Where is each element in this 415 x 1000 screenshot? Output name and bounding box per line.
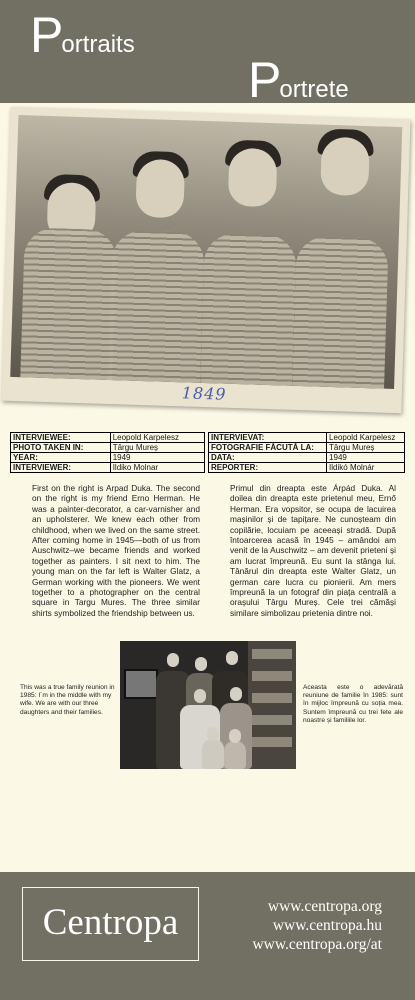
title-en-rest: ortraits — [61, 31, 135, 58]
info-label: PHOTO TAKEN IN: — [11, 443, 111, 453]
info-row — [11, 443, 205, 453]
story-english: First on the right is Arpad Duka. The second on the right is my friend Erno Herman. He was a painter-decorator, a car-varnisher and an upholsterer. We knew each other from childhood, when we lived on the same street. After coming home in 1945—both of us from Auschwitz–we became friends and worked together as painters. I sit next to him. The young man on the far left is Walter Glatz, a German working with the pioneers. We went together to a photographer on the central square in Targu Mures. The three similar shirts symbolized the friendship between us. — [32, 483, 200, 618]
info-table-english — [10, 432, 205, 473]
person-figure — [108, 140, 207, 383]
info-value: Leopold Karpelesz — [110, 433, 204, 443]
info-value: 1949 — [110, 453, 204, 463]
logo-text: Centropa — [42, 902, 179, 943]
title-english — [30, 7, 135, 63]
title-en-initial: P — [30, 7, 64, 63]
person-figure — [292, 128, 392, 389]
television — [124, 669, 158, 699]
main-portrait-photo — [1, 107, 410, 413]
bookshelf — [248, 641, 296, 769]
website-links — [222, 897, 382, 954]
info-value: Leopold Karpelesz — [327, 433, 405, 443]
title-ro-initial: P — [248, 52, 282, 108]
info-label: REPORTER: — [209, 463, 327, 473]
info-row — [11, 433, 205, 443]
caption-english: This was a true family reunion in 1985: I´m in the middle with my wife. We are with our three daughters and their families. — [20, 684, 115, 716]
info-value: 1949 — [327, 453, 405, 463]
portrait-image — [10, 115, 402, 389]
info-value: Ildikó Molnár — [327, 463, 405, 473]
website-link[interactable]: www.centropa.hu — [272, 917, 382, 934]
centropa-logo — [22, 887, 199, 961]
info-row — [209, 433, 405, 443]
info-label: DATA: — [209, 453, 327, 463]
title-ro-rest: ortrete — [279, 76, 349, 103]
info-table-romanian — [208, 432, 405, 473]
person-figure — [20, 147, 119, 380]
info-label: INTERVIEWEE: — [11, 433, 111, 443]
story-romanian: Primul din dreapta este Árpád Duka. Al doilea din dreapta este prietenul meu, Ernő Herman. Era vopsitor, se ocupa de lacuirea mașinilor și de tapițare. Ne cunoșteam din copilărie, locuiam pe aceeași stradă. După întoarcerea acasă în 1945 – amândoi am venit de la Auschwitz – am devenit prieteni și am lucrat împreună. Eu sunt la stânga lui. Tânărul din dreapta este Walter Glatz, un german care lucra cu pionierii. Am mers împreună la un fotograf din piața centrală a orașului Târgu Mureș. Cele trei cămăși similare simbolizau prietenia dintre noi. — [230, 483, 396, 618]
info-row — [209, 453, 405, 463]
info-label: FOTOGRAFIE FĂCUTĂ LA: — [209, 443, 327, 453]
person-figure — [200, 133, 300, 386]
info-value: Târgu Mureș — [327, 443, 405, 453]
info-value: Târgu Mureș — [110, 443, 204, 453]
info-label: YEAR: — [11, 453, 111, 463]
handwritten-year: 1849 — [181, 383, 227, 404]
family-reunion-photo — [120, 641, 296, 769]
title-romanian — [248, 52, 349, 108]
info-row — [11, 453, 205, 463]
website-link[interactable]: www.centropa.org — [267, 898, 382, 915]
info-label: INTERVIEWER: — [11, 463, 111, 473]
info-row — [209, 463, 405, 473]
person-figure — [202, 739, 224, 769]
info-row — [209, 443, 405, 453]
info-row — [11, 463, 205, 473]
info-label: INTERVIEVAT: — [209, 433, 327, 443]
person-figure — [224, 741, 246, 769]
caption-romanian: Aceasta este o adevărată reuniune de familie în 1985: sunt în mijloc împreună cu soția mea. Suntem împreună cu trei fete ale noastre și familiile lor. — [303, 684, 403, 724]
info-value: Ildiko Molnar — [110, 463, 204, 473]
website-link[interactable]: www.centropa.org/at — [252, 936, 382, 953]
